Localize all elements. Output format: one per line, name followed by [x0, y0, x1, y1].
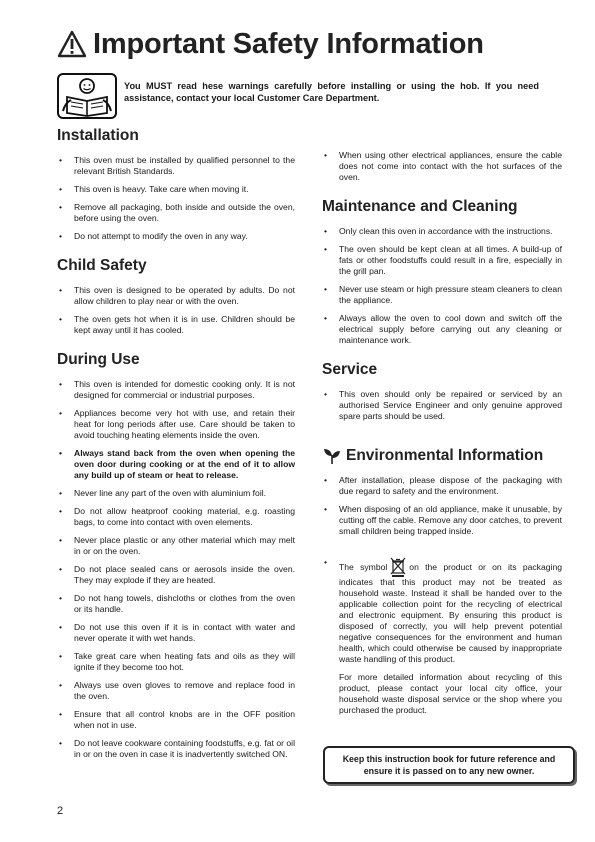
list-item: • This oven should only be repaired or serviced by an authorised Service Engineer and only genuine approved spare parts should be used.	[322, 389, 562, 422]
list-item: • Always allow the oven to cool down and switch off the electrical supply before carrying out any cleaning or maintenance work.	[322, 313, 562, 346]
environmental-list	[322, 475, 562, 665]
list-item: • The oven gets hot when it is in use. Children should be kept away until it has cooled.	[57, 314, 295, 336]
list-item: • Remove all packaging, both inside and outside the oven, before using the oven.	[57, 202, 295, 224]
environmental-heading: Environmental Information	[346, 447, 544, 464]
list-item	[322, 557, 562, 665]
more-info-text: For more detailed information about recycling of this product, please contact your local city office, your household waste disposal service or the shop where you purchased the product.	[339, 672, 562, 715]
list-item: • This oven is heavy. Take care when moving it.	[57, 184, 295, 195]
list-item: • This oven must be installed by qualified personnel to the relevant British Standards.	[57, 155, 295, 177]
list-item: • Never line any part of the oven with aluminium foil.	[57, 488, 295, 499]
warning-triangle-icon	[57, 30, 87, 58]
installation-list	[57, 155, 295, 242]
list-item: • Never place plastic or any other material which may melt in or on the oven.	[57, 535, 295, 557]
list-item: • Do not hang towels, dishcloths or clothes from the oven or its handle.	[57, 593, 295, 615]
list-item: • Do not allow heatproof cooking material, e.g. roasting bags, to come into contact with oven elements.	[57, 506, 295, 528]
list-item: • Always use oven gloves to remove and replace food in the oven.	[57, 680, 295, 702]
list-item: • When using other electrical appliances, ensure the cable does not come into contact with the hot surfaces of the oven.	[322, 150, 562, 183]
keep-book-notice: Keep this instruction book for future reference and ensure it is passed on to any new owner.	[323, 746, 575, 784]
list-item: • Do not use this oven if it is in contact with water and never operate it with wet hands.	[57, 622, 295, 644]
maintenance-list	[322, 226, 562, 346]
intro-warning: You MUST read hese warnings carefully before installing or using the hob. If you need assistance, contact your local Customer Care Department.	[124, 81, 539, 103]
list-item: • This oven is designed to be operated by adults. Do not allow children to play near or with the oven.	[57, 285, 295, 307]
list-item: • This oven is intended for domestic cooking only. It is not designed for commercial or industrial purposes.	[57, 379, 295, 401]
symbol-text-before: The symbol	[339, 562, 388, 572]
page-number: 2	[57, 805, 64, 817]
electrical-appliances-list	[322, 150, 562, 183]
maintenance-heading: Maintenance and Cleaning	[322, 198, 518, 215]
list-item: • Only clean this oven in accordance with the instructions.	[322, 226, 562, 237]
list-item: • The oven should be kept clean at all times. A build-up of fats or other foodstuffs could result in a fire, especially in the grill pan.	[322, 244, 562, 277]
list-item: • Do not leave cookware containing foodstuffs, e.g. fat or oil in or on the oven in case it is inadvertently switched ON.	[57, 738, 295, 760]
child-safety-list	[57, 285, 295, 336]
right-column	[322, 150, 562, 716]
left-column	[57, 127, 295, 767]
list-item: • Do not attempt to modify the oven in any way.	[57, 231, 295, 242]
list-item: • Do not place sealed cans or aerosols inside the oven. They may explode if they are heated.	[57, 564, 295, 586]
page-title: Important Safety Information	[93, 27, 484, 60]
read-manual-icon	[57, 73, 117, 119]
service-list	[322, 389, 562, 422]
list-item: • Never use steam or high pressure steam cleaners to clean the appliance.	[322, 284, 562, 306]
child-safety-heading: Child Safety	[57, 257, 147, 274]
installation-heading: Installation	[57, 127, 139, 144]
during-use-list	[57, 379, 295, 760]
list-item: • When disposing of an old appliance, make it unusable, by cutting off the cable. Remove any door catches, to prevent small children being trapped inside.	[322, 504, 562, 537]
list-item: • Ensure that all control knobs are in the OFF position when not in use.	[57, 709, 295, 731]
symbol-text-after: on the product or on its packaging indicates that this product may not be treated as household waste. Instead it shall be handed over to the applicable collection point for the recycling of electrical and electronic equipment. By ensuring this product is disposed of correctly, you will help prevent potential negative consequences for the environment and human health, which could otherwise be caused by inappropriate waste handling of this product.	[339, 562, 563, 664]
crossed-out-bin-icon	[390, 557, 406, 577]
list-item: • After installation, please dispose of the packaging with due regard to safety and the environment.	[322, 475, 562, 497]
list-item: • Take great care when heating fats and oils as they will ignite if they become too hot.	[57, 651, 295, 673]
list-item: • Always stand back from the oven when opening the oven door during cooking or at the end of it to allow any build up of steam or heat to release.	[57, 448, 295, 481]
title-row	[57, 26, 484, 62]
environmental-heading-row	[322, 447, 562, 465]
list-item: • Appliances become very hot with use, and retain their heat for long periods after use. Care should be taken to avoid touching heating elements inside the oven.	[57, 408, 295, 441]
service-heading: Service	[322, 361, 378, 378]
leaf-icon	[322, 447, 342, 465]
during-use-heading: During Use	[57, 351, 140, 368]
